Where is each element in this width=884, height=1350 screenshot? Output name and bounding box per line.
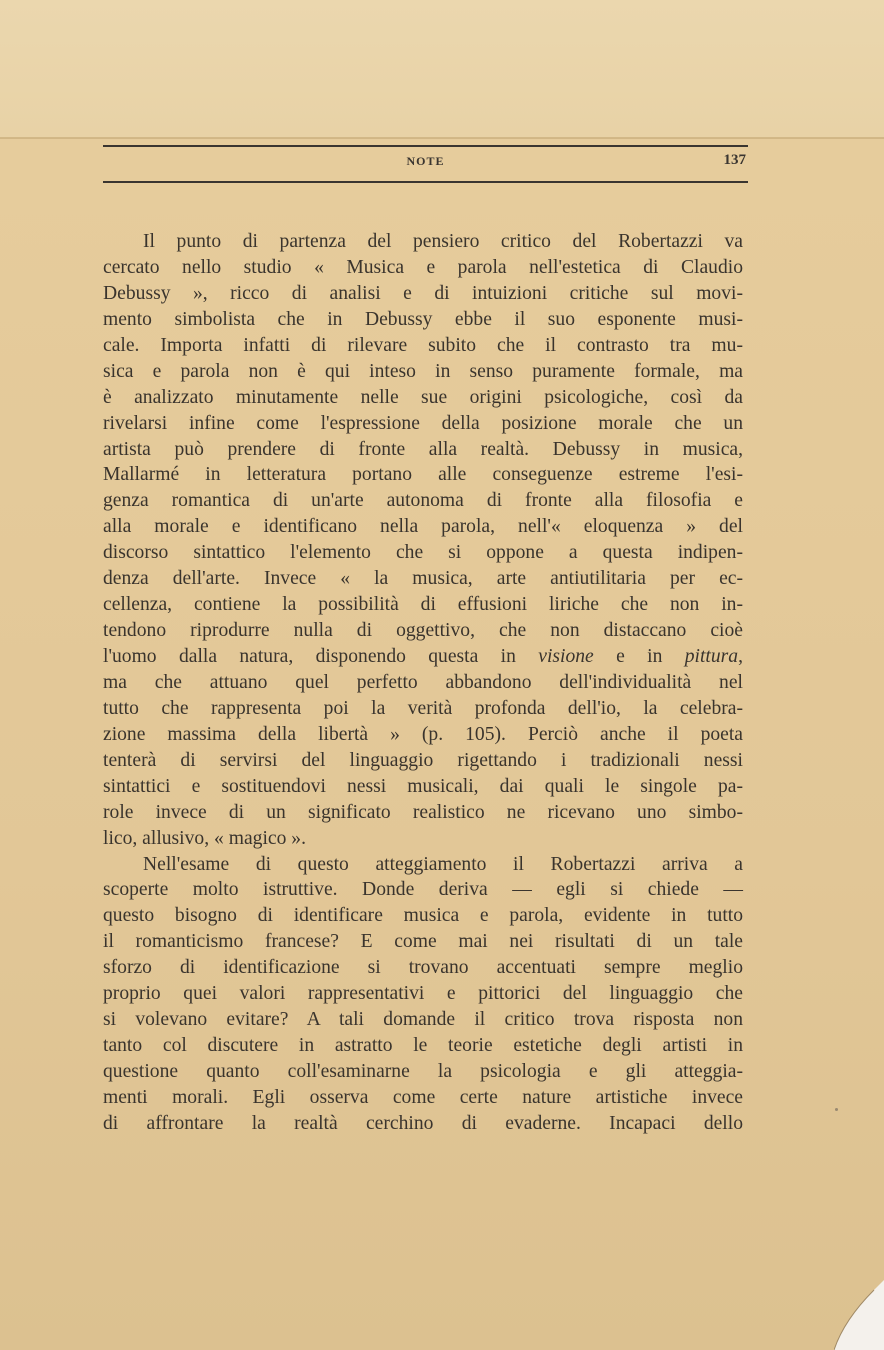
text-line: Nell'esame di questo atteggiamento il Robertazzi arriva a: [143, 853, 743, 875]
text-fragment: ,: [738, 646, 743, 667]
text-line: proprio quei valori rappresentativi e pittorici del linguaggio che: [103, 983, 743, 1005]
italic-term: visione: [538, 646, 594, 667]
header-rule-bottom: [103, 181, 748, 183]
overlapping-page-top: [0, 0, 884, 138]
text-line: cale. Importa infatti di rilevare subito che il contrasto tra mu-: [103, 334, 743, 356]
text-line: role invece di un significato realistico ne ricevano uno simbo-: [103, 801, 743, 823]
text-line: [103, 644, 743, 670]
text-line: menti morali. Egli osserva come certe nature artistiche invece: [103, 1086, 743, 1108]
text-line: ma che attuano quel perfetto abbandono dell'individualità nel: [103, 671, 743, 693]
text-line: artista può prendere di fronte alla realtà. Debussy in musica,: [103, 438, 743, 460]
torn-corner: [834, 1280, 884, 1350]
text-line: tendono riprodurre nulla di oggettivo, che non distaccano cioè: [103, 620, 743, 642]
text-line: denza dell'arte. Invece « la musica, arte antiutilitaria per ec-: [103, 568, 743, 590]
running-head: [103, 152, 748, 172]
running-title: NOTE: [406, 154, 445, 168]
text-line: cercato nello studio « Musica e parola nell'estetica di Claudio: [103, 256, 743, 278]
paper-spot: [835, 1108, 838, 1111]
text-line: sforzo di identificazione si trovano accentuati sempre meglio: [103, 957, 743, 979]
header-rule-top: [103, 145, 748, 147]
text-line: è analizzato minutamente nelle sue origini psicologiche, così da: [103, 386, 743, 408]
page-number: 137: [723, 152, 746, 168]
text-line: lico, allusivo, « magico ».: [103, 827, 306, 849]
text-line: Mallarmé in letteratura portano alle conseguenze estreme l'esi-: [103, 464, 743, 486]
text-line: questione quanto coll'esaminarne la psicologia e gli atteggia-: [103, 1061, 743, 1082]
text-fragment: l'uomo dalla natura, disponendo questa in: [103, 646, 539, 667]
text-line: rivelarsi infine come l'espressione della posizione morale che un: [103, 412, 743, 434]
text-line: tanto col discutere in astratto le teorie estetiche degli artisti in: [103, 1035, 743, 1057]
text-line: tenterà di servirsi del linguaggio rigettando i tradizionali nessi: [103, 749, 743, 771]
text-line: scoperte molto istruttive. Donde deriva — egli si chiede —: [103, 879, 743, 901]
text-line: si volevano evitare? A tali domande il critico trova risposta non: [103, 1009, 743, 1031]
text-line: alla morale e identificano nella parola, nell'« eloquenza » del: [103, 516, 743, 538]
text-line: discorso sintattico l'elemento che si oppone a questa indipen-: [103, 542, 743, 564]
text-line: genza romantica di un'arte autonoma di fronte alla filosofia e: [103, 490, 743, 512]
text-fragment: e in: [593, 646, 685, 667]
text-line: il romanticismo francese? E come mai nei risultati di un tale: [103, 931, 743, 953]
text-line: sica e parola non è qui inteso in senso puramente formale, ma: [103, 360, 743, 382]
text-line: sintattici e sostituendovi nessi musicali, dai quali le singole pa-: [103, 775, 743, 797]
text-line: cellenza, contiene la possibilità di effusioni liriche che non in-: [103, 594, 743, 616]
text-line: di affrontare la realtà cerchino di evaderne. Incapaci dello: [103, 1112, 743, 1134]
text-line: tutto che rappresenta poi la verità profonda dell'io, la celebra-: [103, 697, 743, 719]
text-line: Debussy », ricco di analisi e di intuizioni critiche sul movi-: [103, 282, 743, 304]
text-line: questo bisogno di identificare musica e parola, evidente in tutto: [103, 905, 743, 927]
body-text: [103, 229, 743, 1137]
text-line: zione massima della libertà » (p. 105). Perciò anche il poeta: [103, 723, 743, 745]
italic-term: pittura: [684, 646, 739, 667]
text-line: Il punto di partenza del pensiero critico del Robertazzi va: [143, 231, 743, 252]
text-line: mento simbolista che in Debussy ebbe il suo esponente musi-: [103, 308, 743, 330]
